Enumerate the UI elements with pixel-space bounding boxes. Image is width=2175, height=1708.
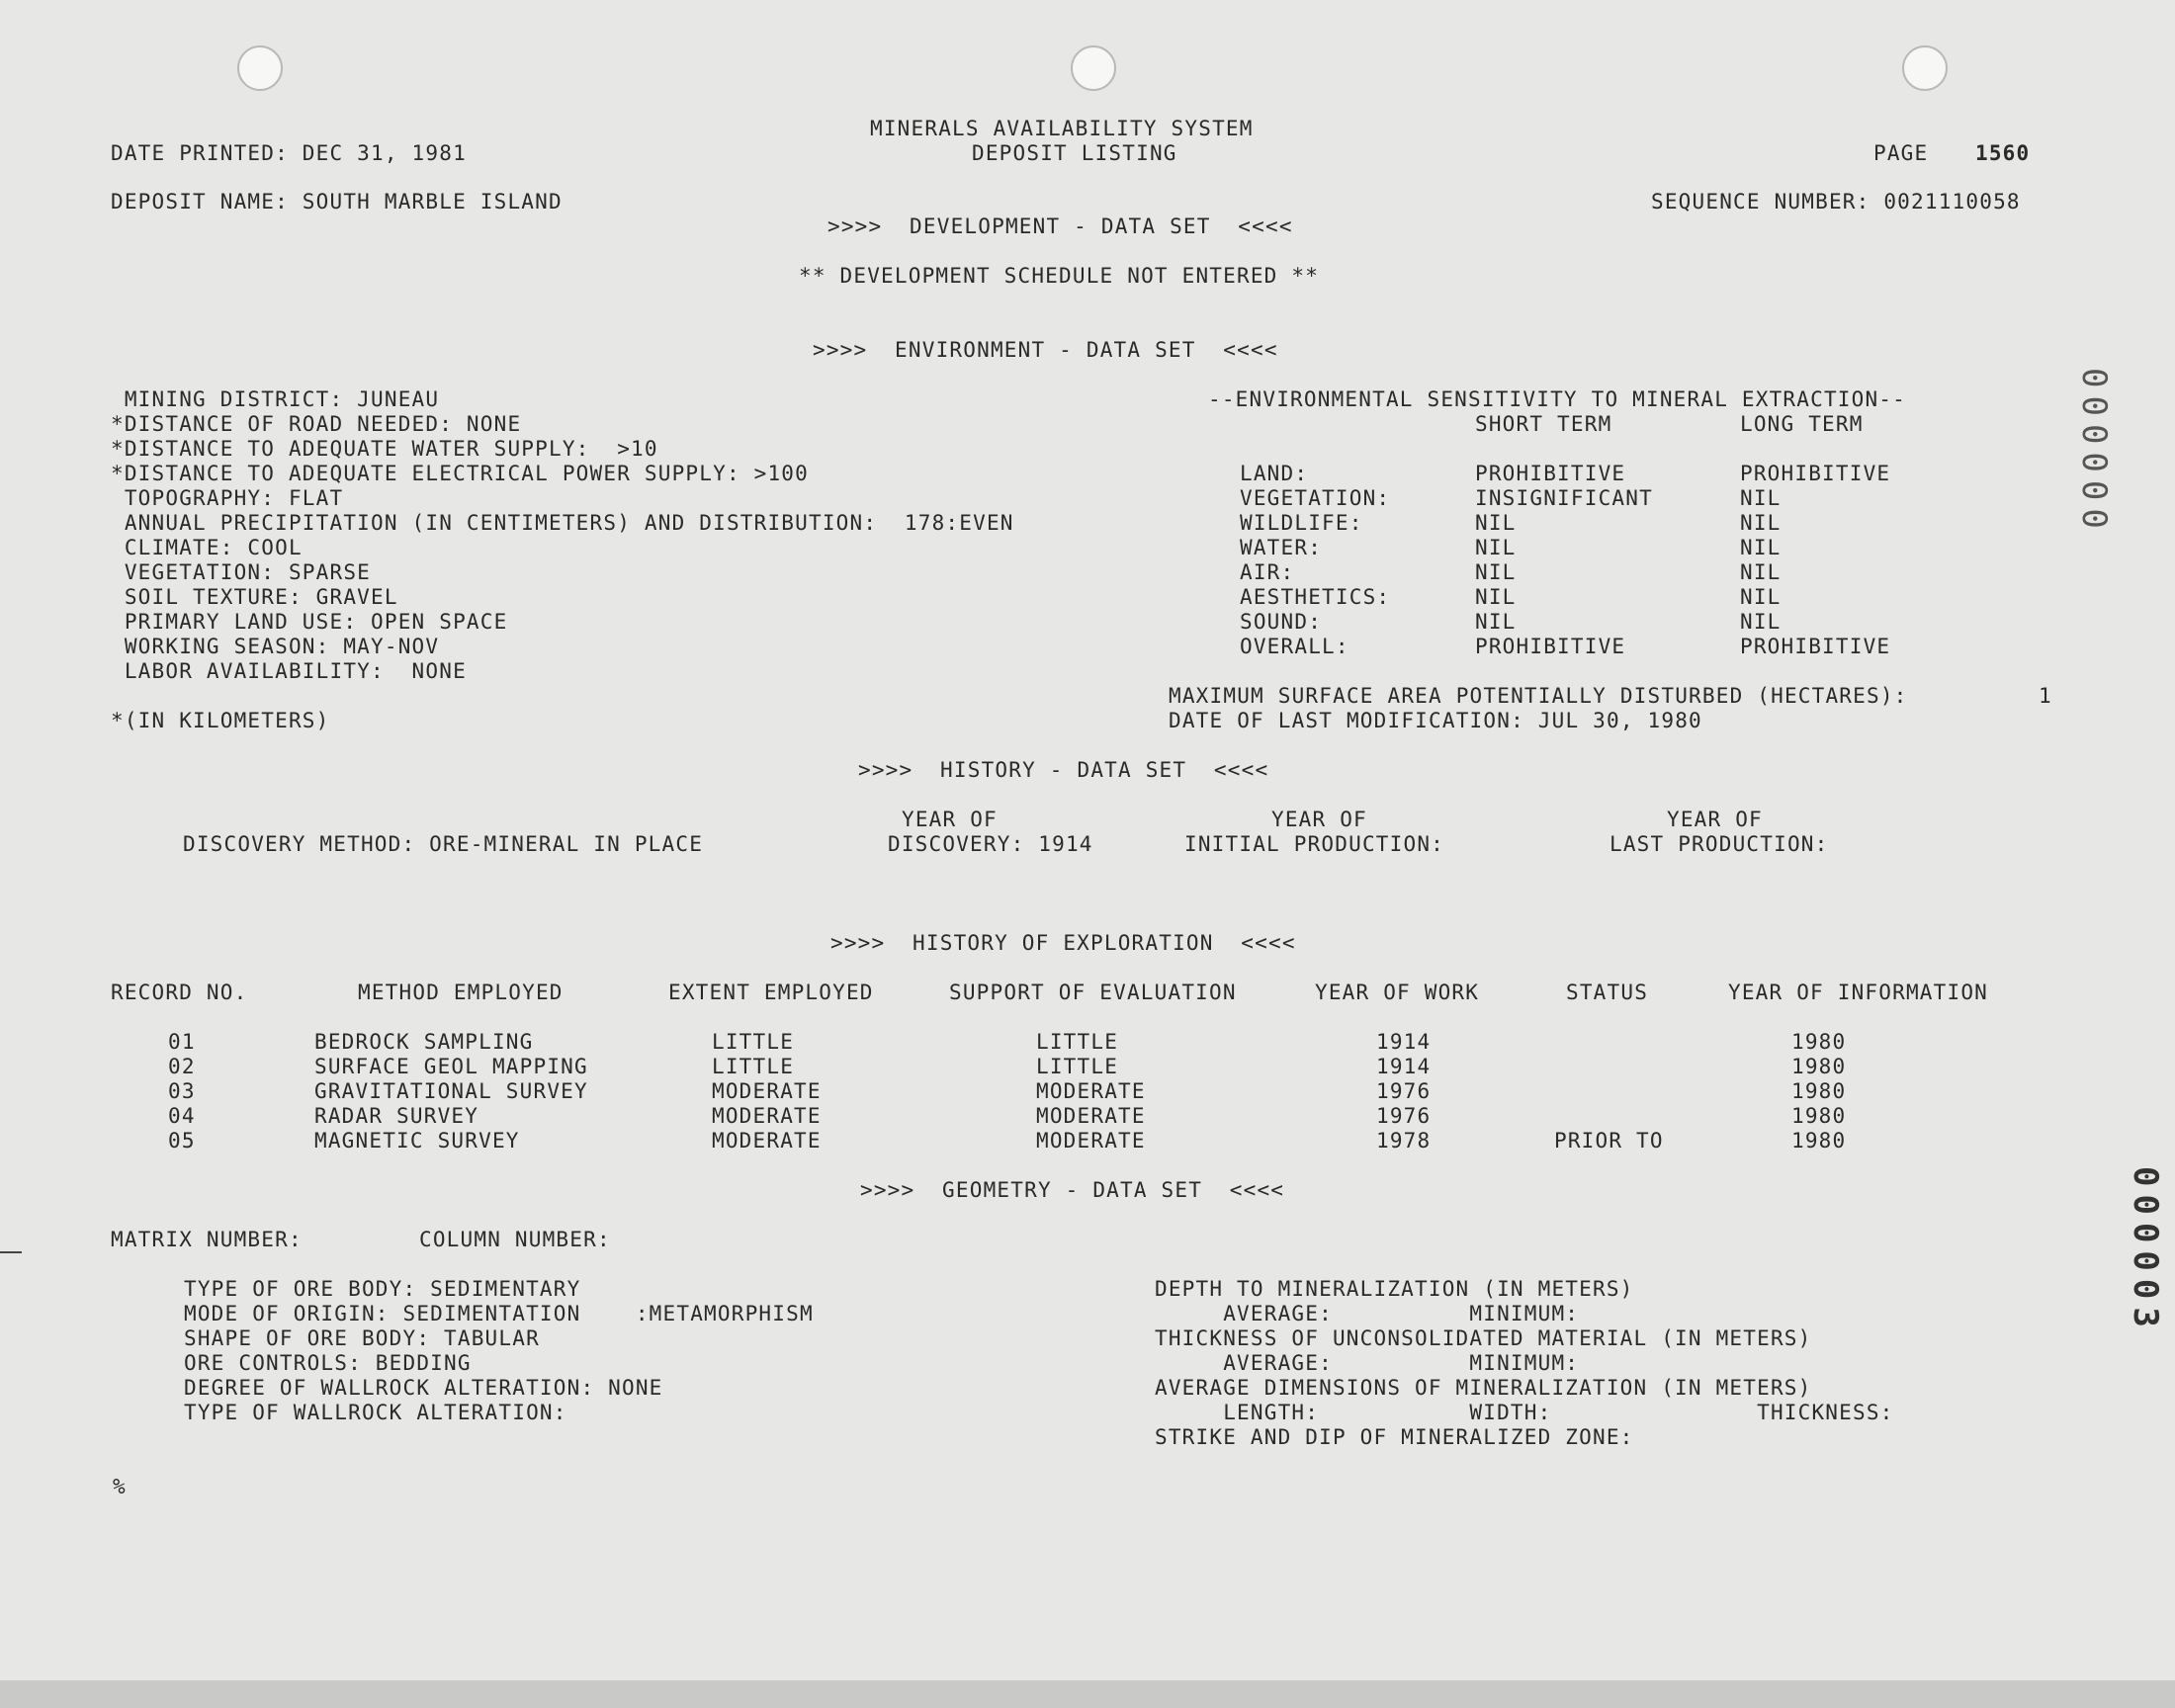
extent-employed: MODERATE [712,1129,822,1153]
dimension-line: STRIKE AND DIP OF MINERALIZED ZONE: [1155,1425,1634,1449]
sensitivity-long: PROHIBITIVE [1740,635,1891,658]
sequence-number: SEQUENCE NUMBER: 0021110058 [1651,190,2021,214]
status: PRIOR TO [1554,1129,1664,1153]
distance-footnote: *(IN KILOMETERS) [111,709,330,732]
dimension-line: DEPTH TO MINERALIZATION (IN METERS) [1155,1277,1634,1301]
end-mark: % [113,1475,127,1498]
method-employed: RADAR SURVEY [314,1104,479,1128]
year-of-label: YEAR OF [1667,808,1763,831]
record-number: 04 [168,1104,196,1128]
record-number: 03 [168,1079,196,1103]
environment-line: LABOR AVAILABILITY: NONE [111,659,467,683]
sensitivity-label: WILDLIFE: [1240,511,1363,535]
geometry-line: TYPE OF WALLROCK ALTERATION: [184,1401,567,1424]
development-section-title: >>>> DEVELOPMENT - DATA SET <<<< [827,214,1293,238]
sensitivity-long: NIL [1740,511,1782,535]
record-number: 05 [168,1129,196,1153]
last-production: LAST PRODUCTION: [1610,832,1829,856]
method-employed: GRAVITATIONAL SURVEY [314,1079,588,1103]
geometry-line: DEGREE OF WALLROCK ALTERATION: NONE [184,1376,663,1400]
max-surface-area-label: MAXIMUM SURFACE AREA POTENTIALLY DISTURBED (HECTARES): [1169,684,1908,708]
environment-line: *DISTANCE TO ADEQUATE ELECTRICAL POWER SUPPLY: >100 [111,462,809,485]
dimension-line: AVERAGE DIMENSIONS OF MINERALIZATION (IN METERS) [1155,1376,1812,1400]
column-header: METHOD EMPLOYED [358,981,564,1004]
year-of-information: 1980 [1791,1079,1847,1103]
column-header: STATUS [1566,981,1649,1004]
column-header: YEAR OF INFORMATION [1728,981,1989,1004]
extent-employed: MODERATE [712,1079,822,1103]
geometry-section-title: >>>> GEOMETRY - DATA SET <<<< [860,1178,1285,1202]
sensitivity-long: NIL [1740,610,1782,634]
frame-number-upper: 000000 [2074,368,2114,537]
sensitivity-short: PROHIBITIVE [1475,635,1626,658]
discovery-method: DISCOVERY METHOD: ORE-MINERAL IN PLACE [183,832,704,856]
sensitivity-title: --ENVIRONMENTAL SENSITIVITY TO MINERAL EXTRACTION-- [1208,387,1906,411]
development-notice: ** DEVELOPMENT SCHEDULE NOT ENTERED ** [799,264,1320,288]
sensitivity-short: NIL [1475,511,1517,535]
sensitivity-label: OVERALL: [1240,635,1349,658]
support-of-evaluation: MODERATE [1036,1079,1146,1103]
support-of-evaluation: MODERATE [1036,1104,1146,1128]
environment-line: CLIMATE: COOL [111,536,303,559]
year-of-information: 1980 [1791,1030,1847,1054]
environment-line: TOPOGRAPHY: FLAT [111,486,344,510]
environment-line: PRIMARY LAND USE: OPEN SPACE [111,610,508,634]
year-of-work: 1978 [1376,1129,1432,1153]
max-surface-area-value: 1 [2039,684,2052,708]
frame-number-lower: 000003 [2126,1166,2165,1335]
system-title: MINERALS AVAILABILITY SYSTEM [870,117,1254,140]
last-modification: DATE OF LAST MODIFICATION: JUL 30, 1980 [1169,709,1702,732]
environment-line: WORKING SEASON: MAY-NOV [111,635,440,658]
sensitivity-label: AESTHETICS: [1240,585,1391,609]
geometry-line: MODE OF ORIGIN: SEDIMENTATION :METAMORPHISM [184,1302,814,1325]
punch-hole [237,45,283,91]
year-of-work: 1976 [1376,1104,1432,1128]
year-of-work: 1976 [1376,1079,1432,1103]
sensitivity-label: WATER: [1240,536,1323,559]
environment-line: VEGETATION: SPARSE [111,560,372,584]
sensitivity-short: INSIGNIFICANT [1475,486,1653,510]
sensitivity-long: NIL [1740,536,1782,559]
column-header: SUPPORT OF EVALUATION [949,981,1237,1004]
environment-line: SOIL TEXTURE: GRAVEL [111,585,398,609]
year-of-work: 1914 [1376,1030,1432,1054]
discovery-year: DISCOVERY: 1914 [888,832,1093,856]
method-employed: MAGNETIC SURVEY [314,1129,520,1153]
sensitivity-short: NIL [1475,585,1517,609]
environment-line: *DISTANCE TO ADEQUATE WATER SUPPLY: >10 [111,437,658,461]
exploration-section-title: >>>> HISTORY OF EXPLORATION <<<< [830,931,1296,955]
sensitivity-label: SOUND: [1240,610,1323,634]
geometry-line: ORE CONTROLS: BEDDING [184,1351,472,1375]
short-term-header: SHORT TERM [1475,412,1612,436]
column-header: RECORD NO. [111,981,248,1004]
year-of-information: 1980 [1791,1104,1847,1128]
geometry-line: TYPE OF ORE BODY: SEDIMENTARY [184,1277,581,1301]
environment-line: ANNUAL PRECIPITATION (IN CENTIMETERS) AND DISTRIBUTION: 178:EVEN [111,511,1014,535]
extent-employed: LITTLE [712,1030,795,1054]
listing-title: DEPOSIT LISTING [972,141,1177,165]
record-number: 02 [168,1055,196,1078]
support-of-evaluation: MODERATE [1036,1129,1146,1153]
year-of-information: 1980 [1791,1055,1847,1078]
year-of-label: YEAR OF [1271,808,1367,831]
column-header: YEAR OF WORK [1315,981,1480,1004]
sensitivity-short: NIL [1475,536,1517,559]
sensitivity-short: NIL [1475,560,1517,584]
sensitivity-short: NIL [1475,610,1517,634]
dimension-line: THICKNESS OF UNCONSOLIDATED MATERIAL (IN METERS) [1155,1326,1812,1350]
year-of-label: YEAR OF [902,808,998,831]
year-of-work: 1914 [1376,1055,1432,1078]
history-section-title: >>>> HISTORY - DATA SET <<<< [858,758,1269,782]
extent-employed: MODERATE [712,1104,822,1128]
page-label: PAGE [1873,141,1929,165]
registration-tick [0,1251,22,1253]
geometry-line: SHAPE OF ORE BODY: TABULAR [184,1326,540,1350]
initial-production: INITIAL PRODUCTION: [1184,832,1445,856]
environment-line: MINING DISTRICT: JUNEAU [111,387,440,411]
punch-hole [1902,45,1948,91]
sensitivity-long: NIL [1740,585,1782,609]
punch-hole [1071,45,1116,91]
page-number: 1560 [1975,141,2031,165]
sensitivity-long: NIL [1740,486,1782,510]
record-number: 01 [168,1030,196,1054]
column-number: COLUMN NUMBER: [419,1228,611,1251]
sensitivity-short: PROHIBITIVE [1475,462,1626,485]
long-term-header: LONG TERM [1740,412,1864,436]
sensitivity-label: LAND: [1240,462,1309,485]
matrix-number: MATRIX NUMBER: [111,1228,303,1251]
sensitivity-long: PROHIBITIVE [1740,462,1891,485]
sensitivity-label: AIR: [1240,560,1295,584]
dimension-line: AVERAGE: MINIMUM: [1155,1302,1580,1325]
method-employed: SURFACE GEOL MAPPING [314,1055,588,1078]
support-of-evaluation: LITTLE [1036,1055,1119,1078]
dimension-line: AVERAGE: MINIMUM: [1155,1351,1580,1375]
support-of-evaluation: LITTLE [1036,1030,1119,1054]
column-header: EXTENT EMPLOYED [668,981,874,1004]
date-printed: DATE PRINTED: DEC 31, 1981 [111,141,467,165]
deposit-name: DEPOSIT NAME: SOUTH MARBLE ISLAND [111,190,563,214]
dimension-line: LENGTH: WIDTH: THICKNESS: [1155,1401,1894,1424]
method-employed: BEDROCK SAMPLING [314,1030,534,1054]
environment-line: *DISTANCE OF ROAD NEEDED: NONE [111,412,522,436]
sensitivity-long: NIL [1740,560,1782,584]
sensitivity-label: VEGETATION: [1240,486,1391,510]
extent-employed: LITTLE [712,1055,795,1078]
year-of-information: 1980 [1791,1129,1847,1153]
environment-section-title: >>>> ENVIRONMENT - DATA SET <<<< [813,338,1278,362]
